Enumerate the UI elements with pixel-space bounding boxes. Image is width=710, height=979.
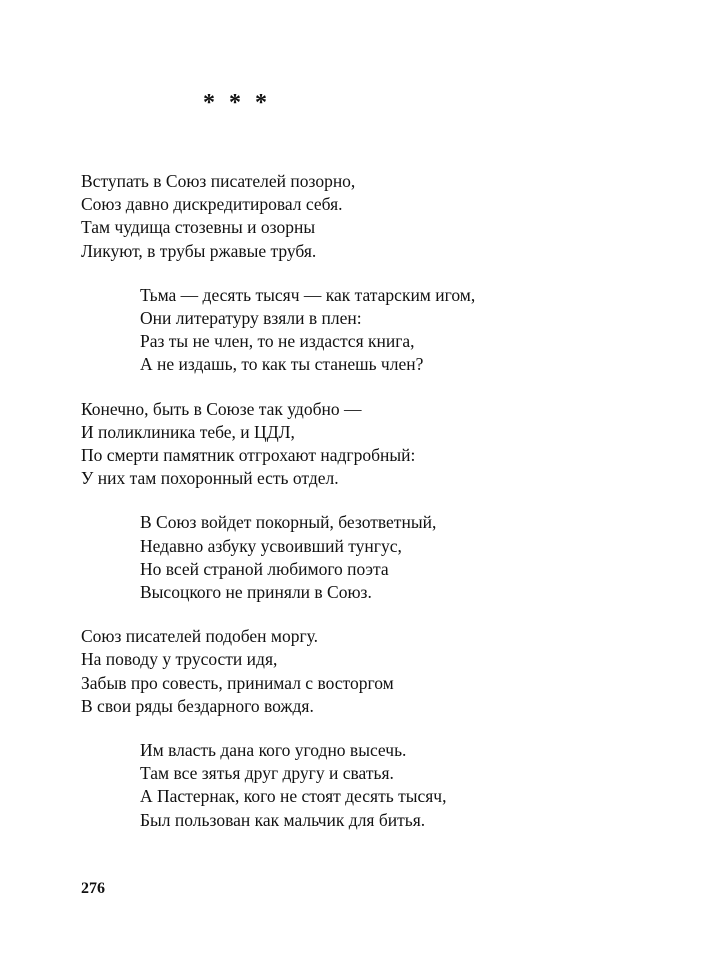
poem-line: Они литературу взяли в плен: — [140, 308, 362, 329]
poem-line: Но всей страной любимого поэта — [140, 558, 389, 579]
section-asterism: * * * — [203, 90, 271, 116]
poem-line: И поликлиника тебе, и ЦДЛ, — [81, 421, 295, 442]
poem-line: По смерти памятник отгрохают надгробный: — [81, 445, 416, 466]
poem-line: Там все зятья друг другу и сватья. — [140, 763, 394, 784]
poem-line: В Союз войдет покорный, безответный, — [140, 512, 437, 533]
poem-line: Там чудища стозевны и озорны — [81, 217, 316, 238]
poem-line: Союз давно дискредитировал себя. — [81, 194, 343, 215]
poem-line: В свои ряды бездарного вождя. — [81, 695, 314, 716]
poem-line: Забыв про совесть, принимал с восторгом — [81, 672, 394, 693]
poem-line: Раз ты не член, то не издастся книга, — [140, 331, 415, 352]
poem-line: А не издашь, то как ты станешь член? — [140, 354, 424, 375]
poem-line: Был пользован как мальчик для битья. — [140, 809, 426, 830]
stanza-6 — [81, 739, 681, 832]
poem-line: Тьма — десять тысяч — как татарским игом, — [140, 284, 476, 305]
stanza-1 — [81, 170, 681, 263]
poem-line: На поводу у трусости идя, — [81, 649, 278, 670]
poem-line: Недавно азбуку усвоивший тунгус, — [140, 535, 402, 556]
page-number: 276 — [81, 880, 105, 897]
poem-line: Высоцкого не приняли в Союз. — [140, 582, 372, 603]
poem-line: Союз писателей подобен моргу. — [81, 626, 319, 647]
poem-line: А Пастернак, кого не стоят десять тысяч, — [140, 786, 447, 807]
stanza-5 — [81, 625, 681, 718]
poem — [81, 170, 681, 853]
poem-line: Конечно, быть в Союзе так удобно — — [81, 398, 362, 419]
stanza-4 — [81, 511, 681, 604]
poem-line: Им власть дана кого угодно высечь. — [140, 740, 407, 761]
stanza-3 — [81, 398, 681, 491]
poem-line: Вступать в Союз писателей позорно, — [81, 171, 356, 191]
poem-line: У них там похоронный есть отдел. — [81, 468, 339, 489]
stanza-2 — [81, 284, 681, 377]
poem-line: Ликуют, в трубы ржавые трубя. — [81, 240, 317, 261]
